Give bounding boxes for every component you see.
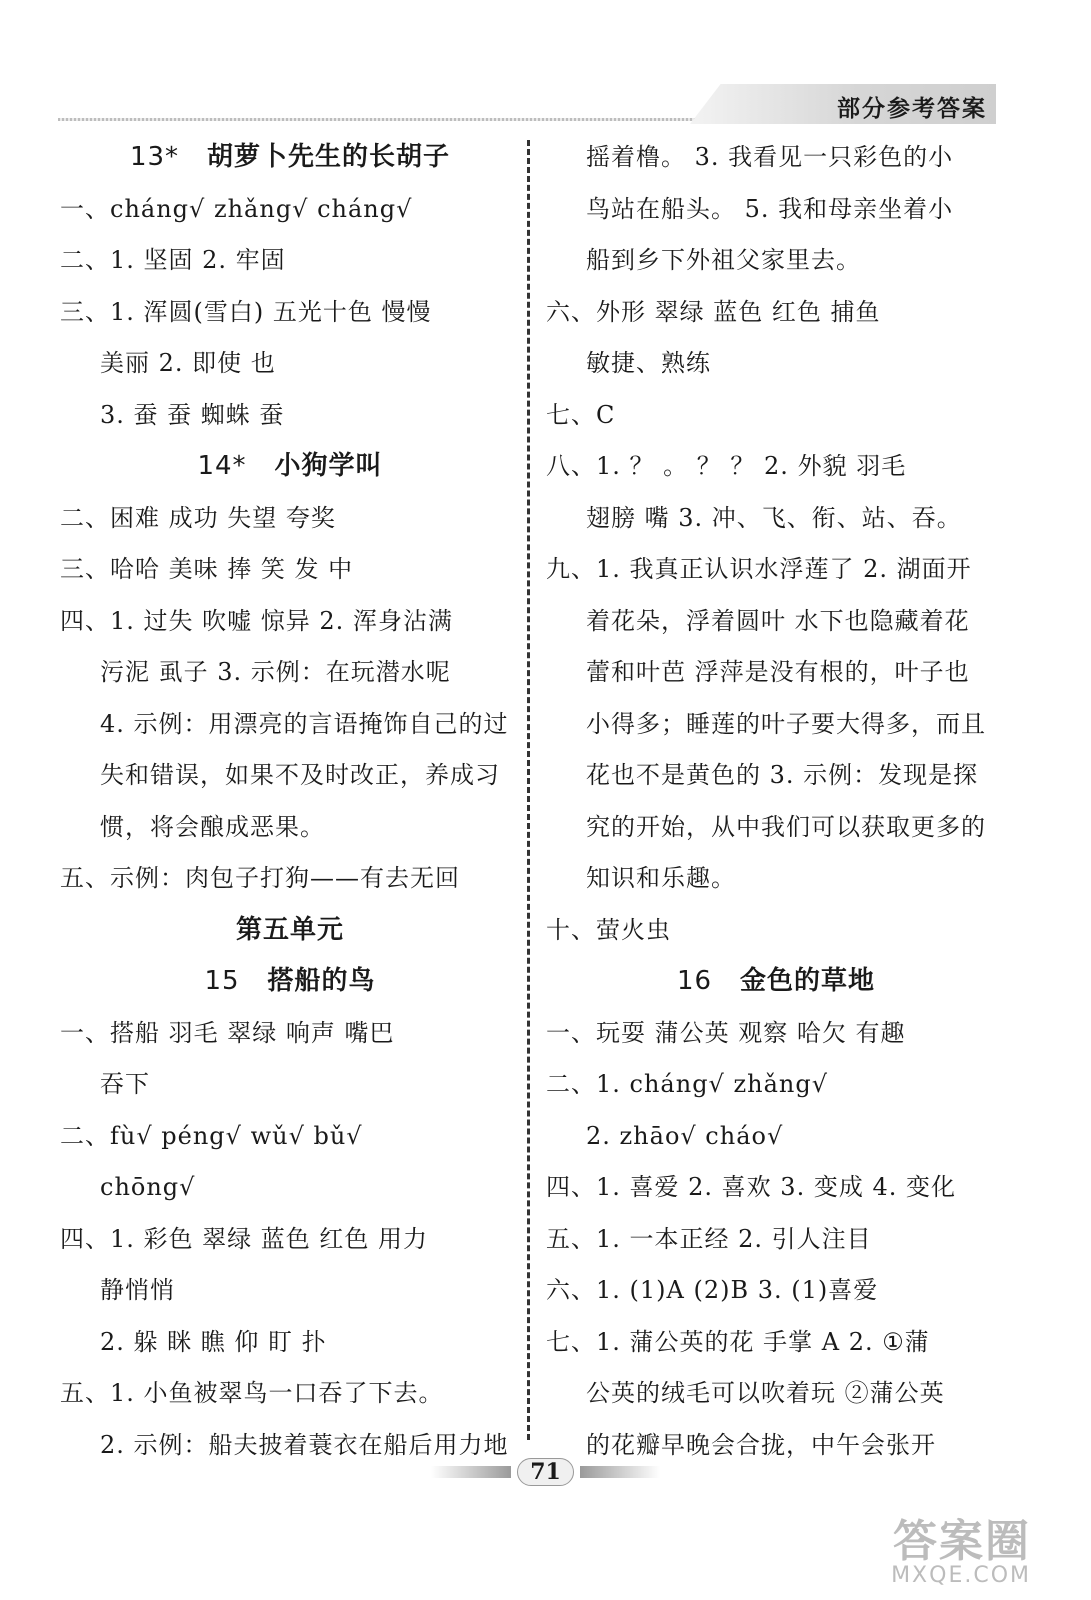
answer-line: 2. zhāo√ cháo√: [586, 1121, 784, 1150]
answer-line: 八、1. ？ 。 ？ ？ 2. 外貌 羽毛: [546, 452, 907, 480]
right-column: [546, 132, 1006, 1471]
answer-line: 4. 示例：用漂亮的言语掩饰自己的过: [100, 709, 509, 738]
lesson-title: 金色的草地: [740, 966, 876, 996]
answer-line: 2. 示例：船夫披着蓑衣在船后用力地: [100, 1430, 509, 1459]
answer-line: 蕾和叶芭 浮萍是没有根的，叶子也: [586, 658, 970, 686]
answer-line: 五、1. 一本正经 2. 引人注目: [546, 1224, 872, 1253]
answer-line: chōng√: [100, 1173, 196, 1201]
answer-line: 摇着橹。 3. 我看见一只彩色的小: [586, 143, 954, 171]
answer-line: 的花瓣早晚会合拢，中午会张开: [586, 1430, 936, 1459]
left-column: [60, 132, 520, 1471]
column-divider: [527, 140, 530, 1440]
section-heading: [60, 441, 520, 493]
answer-line: 二、1. 坚固 2. 牢固: [60, 246, 286, 274]
header-rule: [58, 118, 698, 121]
answer-line: 3. 蚕 蚕 蜘蛛 蚕: [100, 400, 285, 429]
answer-line: 船到乡下外祖父家里去。: [586, 246, 861, 274]
answer-line: 惯，将会酿成恶果。: [100, 812, 325, 841]
answer-line: 二、1. cháng√ zhǎng√: [546, 1070, 828, 1098]
answer-line: 公英的绒毛可以吹着玩 ②蒲公英: [586, 1379, 945, 1407]
answer-line: 敏捷、熟练: [586, 349, 711, 377]
section-heading: [60, 132, 520, 184]
answer-line: 五、1. 小鱼被翠鸟一口吞了下去。: [60, 1379, 444, 1407]
lesson-title: 小狗学叫: [274, 451, 383, 481]
answer-line: 五、示例：肉包子打狗——有去无回: [60, 864, 460, 892]
answer-line: 知识和乐趣。: [586, 864, 736, 892]
answer-line: 四、1. 喜爱 2. 喜欢 3. 变成 4. 变化: [546, 1173, 956, 1201]
answer-line: 十、萤火虫: [546, 915, 671, 944]
lesson-title: 搭船的鸟: [267, 966, 376, 996]
answer-line: 六、1. (1)A (2)B 3. (1)喜爱: [546, 1276, 879, 1304]
answer-line: 七、C: [546, 400, 616, 429]
answer-line: 三、1. 浑圆(雪白) 五光十色 慢慢: [60, 297, 432, 326]
watermark-url: MXQE.COM: [891, 1563, 1031, 1588]
page-number: 71: [517, 1458, 574, 1486]
answer-line: 一、玩耍 蒲公英 观察 哈欠 有趣: [546, 1018, 906, 1047]
lesson-title: 第五单元: [235, 914, 344, 945]
answer-line: 翅膀 嘴 3. 冲、飞、衔、站、吞。: [586, 503, 962, 532]
answer-line: 一、搭船 羽毛 翠绿 响声 嘴巴: [60, 1018, 395, 1047]
footer-ornament-right: [580, 1466, 660, 1478]
answer-line: 四、1. 彩色 翠绿 蓝色 红色 用力: [60, 1224, 429, 1253]
section-heading: [60, 956, 520, 1008]
answer-line: 三、哈哈 美味 捧 笑 发 中: [60, 555, 354, 583]
answer-line: 小得多；睡莲的叶子要大得多，而且: [586, 709, 986, 738]
answer-line: 静悄悄: [100, 1276, 175, 1304]
answer-line: 美丽 2. 即使 也: [100, 349, 276, 377]
answer-line: 六、外形 翠绿 蓝色 红色 捕鱼: [546, 297, 881, 326]
section-heading: [60, 905, 520, 957]
answer-line: 一、cháng√ zhǎng√ cháng√: [60, 194, 413, 223]
header-section-title: 部分参考答案: [837, 96, 987, 122]
answer-line: 九、1. 我真正认识水浮莲了 2. 湖面开: [546, 555, 972, 583]
lesson-number: 16: [676, 966, 713, 996]
answer-line: 四、1. 过失 吹嘘 惊异 2. 浑身沾满: [60, 606, 453, 635]
answer-line: 花也不是黄色的 3. 示例：发现是探: [586, 761, 979, 789]
answer-line: 二、困难 成功 失望 夸奖: [60, 503, 336, 532]
page-footer: [0, 1458, 1091, 1486]
answer-line: 鸟站在船头。 5. 我和母亲坐着小: [586, 194, 954, 223]
answer-line: 究的开始，从中我们可以获取更多的: [586, 812, 986, 841]
answer-line: 二、fù√ péng√ wǔ√ bǔ√: [60, 1121, 363, 1150]
lesson-title: 胡萝卜先生的长胡子: [207, 142, 451, 172]
lesson-number: 13*: [129, 142, 180, 172]
lesson-number: 14*: [197, 451, 247, 481]
watermark: [891, 1505, 1031, 1588]
answer-line: 污泥 虱子 3. 示例：在玩潜水呢: [100, 658, 451, 686]
answer-line: 失和错误，如果不及时改正，养成习: [100, 761, 500, 789]
watermark-logo: 答案圈: [893, 1516, 1031, 1567]
answer-line: 2. 躲 眯 瞧 仰 盯 扑: [100, 1327, 327, 1356]
answer-line: 吞下: [100, 1070, 150, 1098]
lesson-number: 15: [204, 966, 240, 996]
answer-line: 七、1. 蒲公英的花 手掌 A 2. ①蒲: [546, 1327, 930, 1356]
answer-line: 着花朵，浮着圆叶 水下也隐藏着花: [586, 606, 970, 635]
section-heading: [546, 956, 1006, 1008]
footer-ornament-left: [431, 1466, 511, 1478]
